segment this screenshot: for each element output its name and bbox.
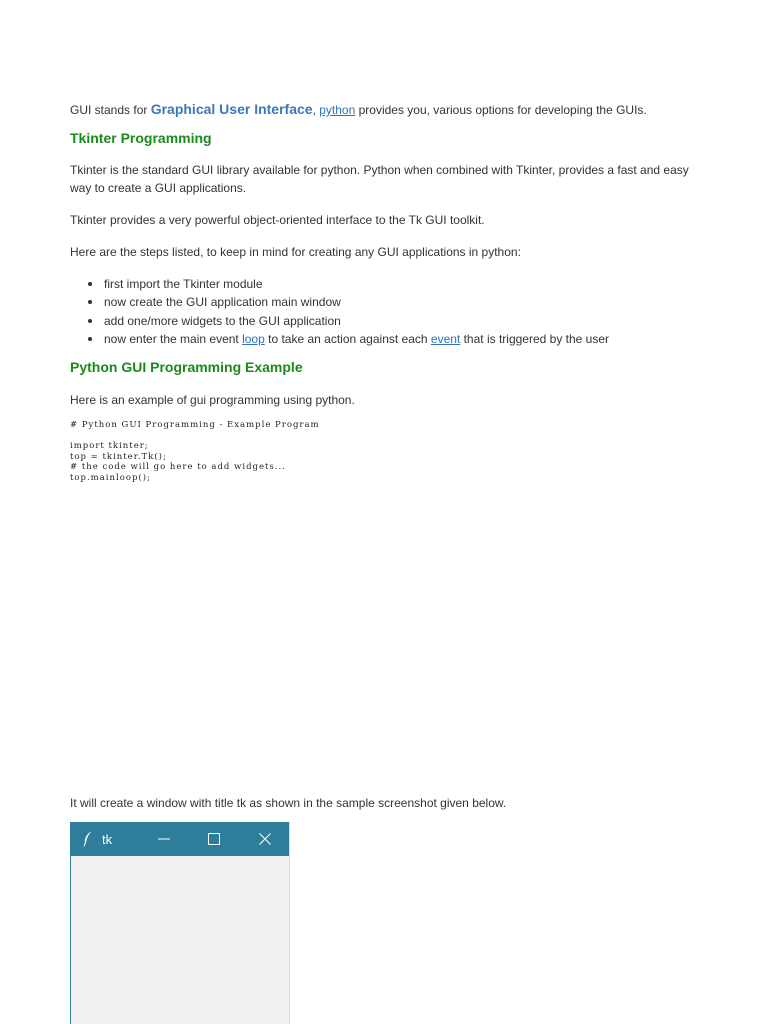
example-intro: Here is an example of gui programming using python. <box>70 393 355 407</box>
intro-suffix: provides you, various options for developing the GUIs. <box>355 103 647 117</box>
steps-intro: Here are the steps listed, to keep in mind for creating any GUI applications in python: <box>70 245 521 259</box>
step-text-b: to take an action against each <box>264 331 431 346</box>
intro-comma: , <box>312 103 320 117</box>
step-item: first import the Tkinter module <box>104 275 609 293</box>
event-link[interactable]: event <box>430 331 461 346</box>
tkinter-description: Tkinter is the standard GUI library available for python. Python when combined with Tkinter, provides a fast and easy way to create a GUI applications. <box>70 163 689 195</box>
close-icon[interactable] <box>256 830 274 848</box>
tkinter-interface-note: Tkinter provides a very powerful object-oriented interface to the Tk GUI toolkit. <box>70 213 485 227</box>
tk-window-screenshot <box>70 822 290 1024</box>
step-item: add one/more widgets to the GUI application <box>104 312 609 330</box>
step-item-last <box>104 330 609 348</box>
heading-tkinter-programming: Tkinter Programming <box>70 130 212 146</box>
feather-icon <box>83 831 93 847</box>
intro-paragraph <box>70 100 700 119</box>
maximize-icon[interactable] <box>205 830 223 848</box>
tk-window-title: tk <box>102 832 113 847</box>
python-link[interactable]: python <box>319 103 356 117</box>
intro-prefix: GUI stands for <box>70 103 151 117</box>
code-block: # Python GUI Programming - Example Program import tkinter; top = tkinter.Tk(); # the code will go here to add widgets... top.mainloop(); <box>70 420 320 483</box>
step-text-a: now enter the main event <box>104 331 243 346</box>
heading-python-gui-example: Python GUI Programming Example <box>70 359 303 375</box>
minimize-icon[interactable] <box>155 830 173 848</box>
steps-list <box>70 275 609 348</box>
intro-emphasis: Graphical User Interface <box>150 101 313 117</box>
tk-titlebar <box>71 822 289 856</box>
result-description: It will create a window with title tk as shown in the sample screenshot given below. <box>70 796 507 810</box>
step-item: now create the GUI application main window <box>104 293 609 311</box>
loop-link[interactable]: loop <box>242 331 265 346</box>
step-text-c: that is triggered by the user <box>460 331 610 346</box>
